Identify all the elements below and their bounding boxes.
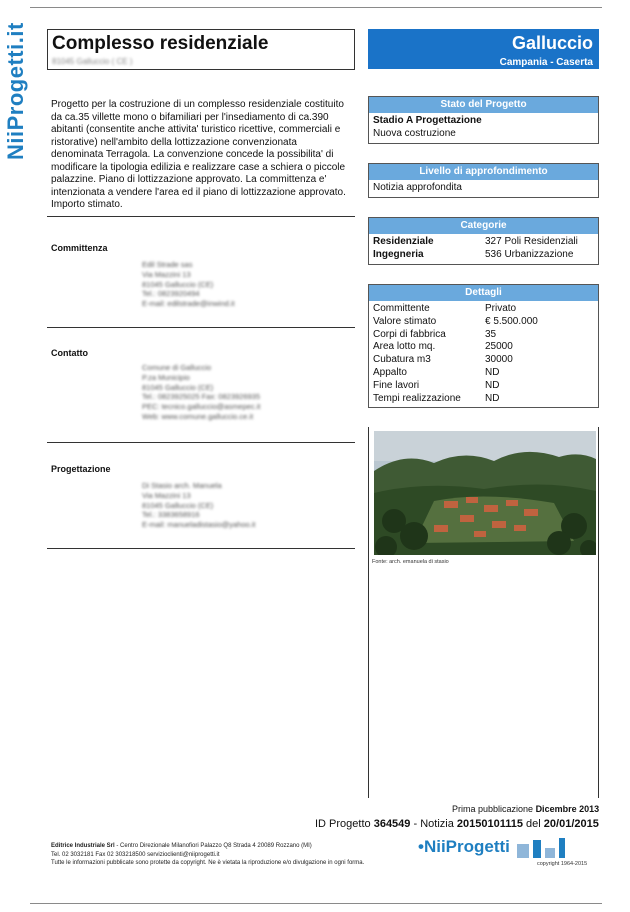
- brand-logo-vertical[interactable]: NiiProgetti.it: [3, 22, 28, 160]
- dettaglio-row: Tempi realizzazione ND: [373, 392, 500, 404]
- committenza-details: Edil Strade sas Via Mazzini 13 81045 Galluccio (CE) Tel.: 0823920494 E-mail: edilstrade@inwind.it: [142, 260, 235, 309]
- building-icon: [515, 838, 575, 858]
- first-publication: Prima pubblicazione Dicembre 2013: [452, 804, 600, 814]
- livello-value: Notizia approfondita: [373, 182, 462, 193]
- categoria-row: Ingegneria 536 Urbanizzazione: [373, 248, 574, 260]
- dettaglio-row: Area lotto mq. 25000: [373, 341, 513, 353]
- contatto-label: Contatto: [51, 348, 88, 358]
- project-address: 81045 Galluccio ( CE ): [52, 57, 133, 66]
- project-id-line: ID Progetto 364549 - Notizia 20150101115 del 20/01/2015: [315, 818, 599, 830]
- top-rule: [30, 7, 602, 8]
- dettaglio-row: Fine lavori ND: [373, 379, 500, 391]
- section-divider: [47, 442, 355, 443]
- categoria-row: Residenziale 327 Poli Residenziali: [373, 236, 578, 247]
- project-description: Progetto per la costruzione di un complesso residenziale costituito da ca.35 villette mono o bifamiliari per l'insediamento di ca.390 abitanti (consentite anche attivita' turistico ricettive, commerciali e ristorative) nell'ambito della lottizzazione convenzionata denominata Terragola. La convenzione concede la possibilita' di modificare la tipologia edilizia e realizzare case a schiera o piccole palazzine. Piano di lottizzazione approvato. La committenza e' intenzionata a vendere l'area ed il piano di lottizzazione approvato. Importo stimato.: [51, 99, 346, 210]
- livello-title: Livello di approfondimento: [369, 164, 598, 180]
- photo-caption: Fonte: arch. emanuela di stasio: [372, 559, 449, 565]
- dettagli-panel: [368, 284, 599, 408]
- dettaglio-row: Valore stimato € 5.500.000: [373, 315, 538, 327]
- section-divider: [47, 548, 355, 549]
- city-name: Galluccio: [511, 33, 593, 53]
- brand-logo-footer[interactable]: •NiiProgetti: [418, 837, 575, 858]
- stato-type: Nuova costruzione: [373, 127, 456, 139]
- project-title: Complesso residenziale: [52, 33, 269, 54]
- section-divider: [47, 216, 355, 217]
- project-rendering-image[interactable]: [374, 431, 596, 555]
- stato-title: Stato del Progetto: [369, 97, 598, 113]
- livello-panel: [368, 163, 599, 198]
- publisher-footer: Editrice Industriale Srl - Centro Direzionale Milanofiori Palazzo Q8 Strada 4 20089 Rozzano (MI) Tel. 02 3032181 Fax 02 303218500 servizioclienti@niiprogetti.it Tutte le informazioni pubblicate sono protette da copyright. Ne è vietata la riproduzione e/o divulgazione in ogni forma.: [51, 843, 365, 867]
- committenza-label: Committenza: [51, 243, 108, 253]
- dettaglio-row: Cubatura m3 30000: [373, 354, 513, 366]
- section-divider: [47, 327, 355, 328]
- copyright-notice: copyright 1964-2015: [537, 861, 588, 867]
- dettaglio-row: Appalto ND: [373, 366, 500, 378]
- dettaglio-row: Corpi di fabbrica 35: [373, 328, 497, 340]
- categorie-title: Categorie: [369, 218, 598, 234]
- location-box: [368, 29, 599, 69]
- categorie-panel: [368, 217, 599, 265]
- dettaglio-row: Committente Privato: [373, 303, 517, 314]
- title-box: [47, 29, 355, 70]
- dettagli-title: Dettagli: [369, 285, 598, 301]
- region-name: Campania - Caserta: [499, 57, 593, 68]
- contatto-details: Comune di Galluccio P.za Municipio 81045 Galluccio (CE) Tel.: 0823925025 Fax: 0823926935 PEC: tecnico.galluccio@asmepec.it Web: www.comune.galluccio.ce.it: [142, 363, 261, 421]
- stato-phase: Stadio A Progettazione: [373, 115, 482, 126]
- progettazione-label: Progettazione: [51, 464, 111, 474]
- stato-panel: [368, 96, 599, 144]
- progettazione-details: Di Stasio arch. Manuela Via Mazzini 13 81045 Galluccio (CE) Tel.: 3383658916 E-mail: manueladistasio@yahoo.it: [142, 481, 256, 530]
- bottom-rule: [30, 903, 602, 904]
